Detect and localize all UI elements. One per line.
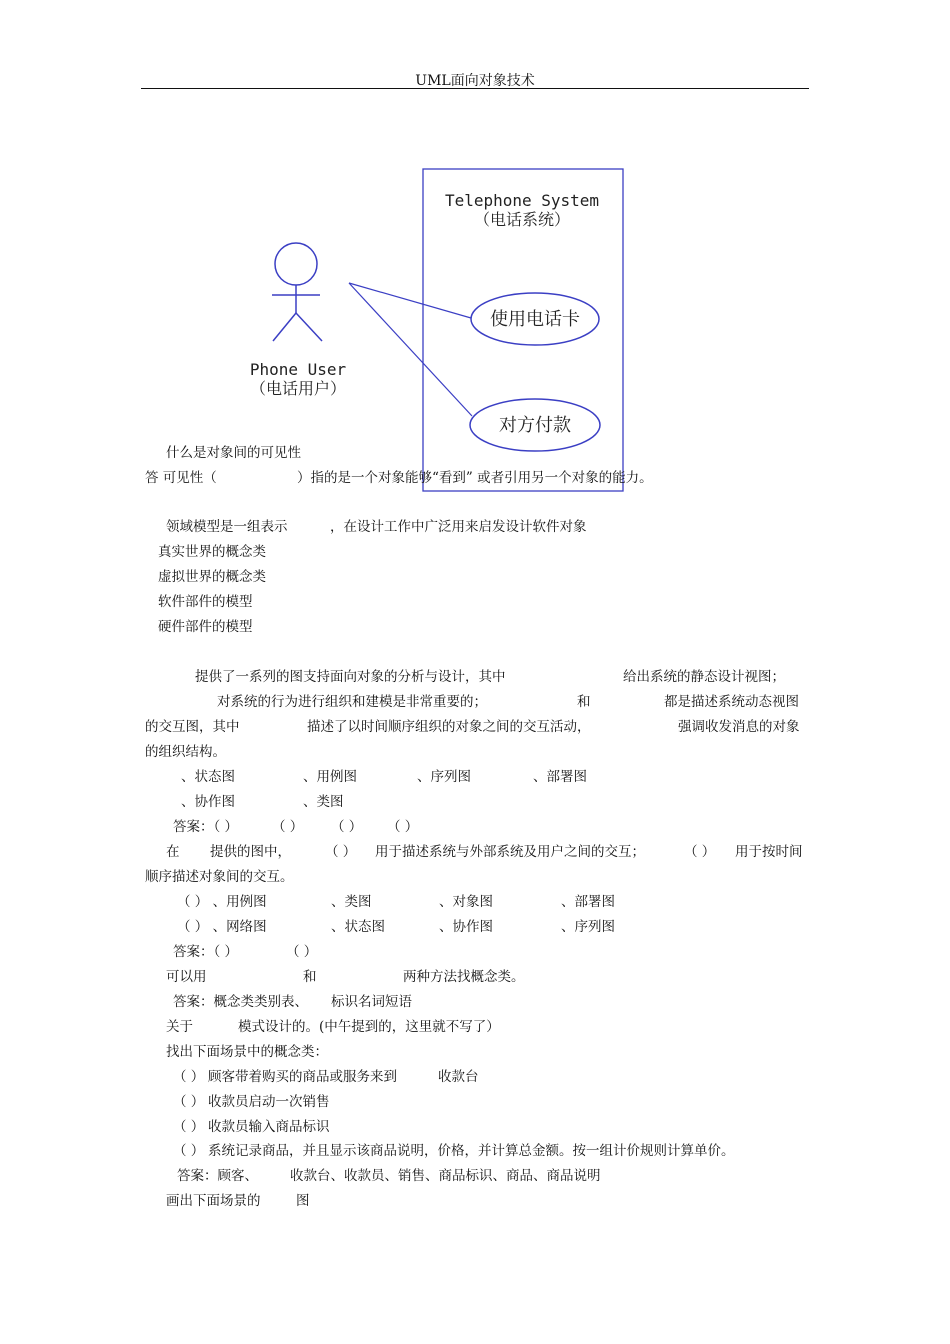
question-visibility: 什么是对象间的可见性 xyxy=(166,445,301,461)
paragraph-interaction-b: 描述了以时间顺序组织的对象之间的交互活动， xyxy=(307,719,591,735)
option-hardware-parts: 硬件部件的模型 xyxy=(158,619,253,635)
choice-collaboration-diagram: 、协作图 xyxy=(181,794,235,810)
question-uml-c: （ ） xyxy=(325,844,357,860)
question-find-classes-c: 两种方法找概念类。 xyxy=(403,969,525,985)
choice-row-1-c: 、对象图 xyxy=(439,894,493,910)
answer-3-b: 标识名词短语 xyxy=(331,994,412,1010)
question-uml-d: 用于描述系统与外部系统及用户之间的交互； xyxy=(375,844,645,860)
question-uml-f: 用于按时间 xyxy=(735,844,803,860)
paragraph-diagrams-a: 提供了一系列的图支持面向对象的分析与设计，其中 xyxy=(195,669,506,685)
question-find-classes-a: 可以用 xyxy=(166,969,207,985)
use-case-1-label: 使用电话卡 xyxy=(490,309,580,330)
paragraph-interaction-a: 的交互图，其中 xyxy=(145,719,240,735)
answer-2-b: （ ） xyxy=(286,944,318,960)
answer-3-a: 答案：概念类类别表、 xyxy=(173,994,308,1010)
actor-name: Phone User xyxy=(249,360,347,379)
answer-visibility-b: ）指的是一个对象能够“看到” 或者引用另一个对象的能力。 xyxy=(297,470,653,486)
paragraph-interaction-c: 强调收发消息的对象 xyxy=(678,719,800,735)
note-pattern-a: 关于 xyxy=(166,1019,193,1035)
paragraph-behavior-c: 都是描述系统动态视图 xyxy=(664,694,799,710)
scenario-2-num: （ ） xyxy=(173,1094,205,1110)
system-subtitle: （电话系统） xyxy=(473,210,571,229)
answer-2-a: 答案：（ ） xyxy=(173,944,239,960)
question-uml-g: 顺序描述对象间的交互。 xyxy=(145,869,294,885)
choice-sequence-diagram: 、序列图 xyxy=(417,769,471,785)
paragraph-diagrams-b: 给出系统的静态设计视图； xyxy=(623,669,785,685)
answer-4-a: 答案：顾客、 xyxy=(177,1168,258,1184)
scenario-3-text: 收款员输入商品标识 xyxy=(208,1119,330,1135)
note-pattern-b: 模式设计的。(中午提到的，这里就不写了） xyxy=(238,1019,500,1035)
choice-row-2-c: 、协作图 xyxy=(439,919,493,935)
choice-row-2-d: 、序列图 xyxy=(561,919,615,935)
question-uml-a: 在 xyxy=(166,844,180,860)
question-uml-e: （ ） xyxy=(684,844,716,860)
association-line-2 xyxy=(349,283,472,416)
scenario-4-num: （ ） xyxy=(173,1143,205,1159)
choice-row-1-a: （ ） 、用例图 xyxy=(177,894,267,910)
use-case-2-label: 对方付款 xyxy=(499,415,571,436)
paragraph-structure: 的组织结构。 xyxy=(145,744,226,760)
scenario-4-text: 系统记录商品，并且显示该商品说明，价格，并计算总金额。按一组计价规则计算单价。 xyxy=(208,1143,735,1159)
choice-row-2-a: （ ） 、网络图 xyxy=(177,919,267,935)
choice-row-1-b: 、类图 xyxy=(331,894,372,910)
question-draw-a: 画出下面场景的 xyxy=(166,1193,261,1209)
paragraph-behavior-b: 和 xyxy=(577,694,591,710)
question-draw-b: 图 xyxy=(296,1193,310,1209)
page-header-title: UML面向对象技术 xyxy=(415,73,535,89)
option-software-parts: 软件部件的模型 xyxy=(158,594,253,610)
question-scenario: 找出下面场景中的概念类： xyxy=(166,1044,328,1060)
paragraph-behavior-a: 对系统的行为进行组织和建模是非常重要的； xyxy=(217,694,487,710)
scenario-1-num: （ ） xyxy=(173,1069,205,1085)
option-real-world: 真实世界的概念类 xyxy=(158,544,266,560)
scenario-2-text: 收款员启动一次销售 xyxy=(208,1094,330,1110)
actor-figure xyxy=(272,243,322,341)
answer-1-c: （ ） xyxy=(331,819,363,835)
question-domain-model-b: ，在设计工作中广泛用来启发设计软件对象 xyxy=(330,519,587,535)
question-domain-model-a: 领域模型是一组表示 xyxy=(166,519,288,535)
scenario-1-text-a: 顾客带着购买的商品或服务来到 xyxy=(208,1069,397,1085)
actor-head xyxy=(275,243,317,285)
choice-state-diagram: 、状态图 xyxy=(181,769,235,785)
system-title: Telephone System xyxy=(444,191,600,210)
association-line-1 xyxy=(349,283,471,318)
answer-4-b: 收款台、收款员、销售、商品标识、商品、商品说明 xyxy=(290,1168,601,1184)
answer-1-b: （ ） xyxy=(272,819,304,835)
use-case-diagram xyxy=(0,0,950,520)
choice-row-1-d: 、部署图 xyxy=(561,894,615,910)
choice-row-2-b: 、状态图 xyxy=(331,919,385,935)
actor-subtitle: （电话用户） xyxy=(249,379,347,398)
choice-class-diagram: 、类图 xyxy=(303,794,344,810)
answer-1-d: （ ） xyxy=(387,819,419,835)
answer-visibility-a: 答 可见性（ xyxy=(145,470,217,486)
question-find-classes-b: 和 xyxy=(303,969,317,985)
scenario-1-text-b: 收款台 xyxy=(438,1069,479,1085)
question-uml-b: 提供的图中， xyxy=(210,844,291,860)
scenario-3-num: （ ） xyxy=(173,1119,205,1135)
option-virtual-world: 虚拟世界的概念类 xyxy=(158,569,266,585)
answer-1-a: 答案：（ ） xyxy=(173,819,239,835)
choice-deployment-diagram: 、部署图 xyxy=(533,769,587,785)
choice-use-case-diagram: 、用例图 xyxy=(303,769,357,785)
